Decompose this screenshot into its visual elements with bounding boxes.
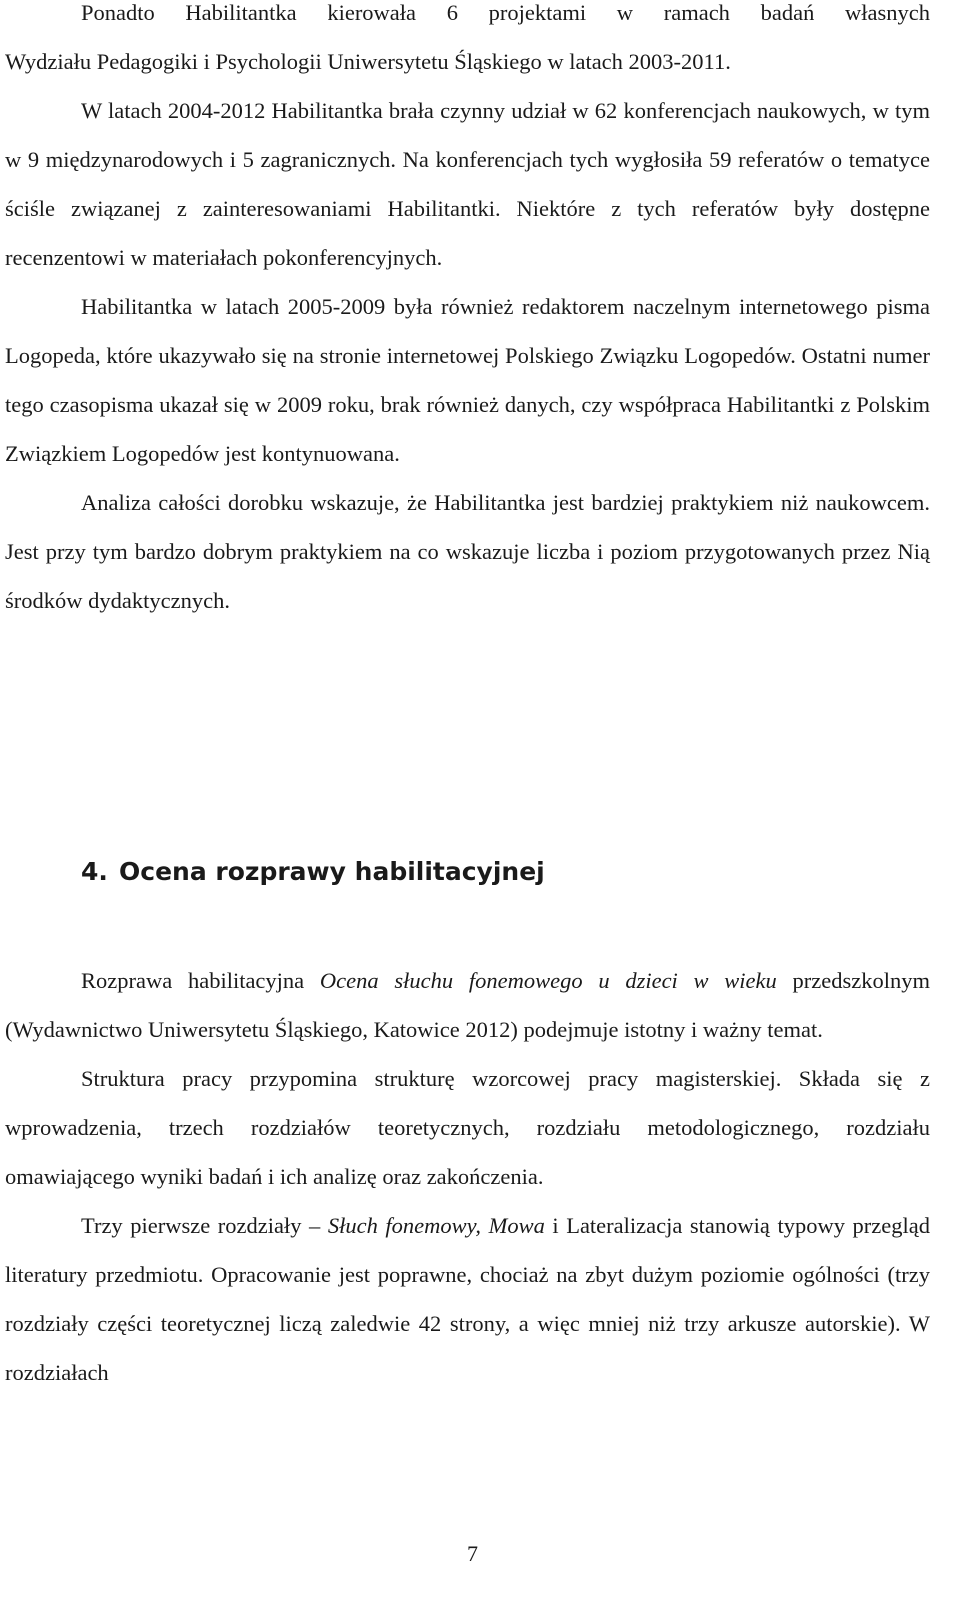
section-title: Ocena rozprawy habilitacyjnej bbox=[119, 857, 545, 886]
paragraph-chapters bbox=[5, 1201, 930, 1397]
paragraph-dissertation bbox=[5, 956, 930, 1054]
chapter-title-lateralizacja: Lateralizacja bbox=[566, 1213, 683, 1238]
section-heading bbox=[81, 846, 545, 898]
page-number: 7 bbox=[467, 1541, 478, 1566]
paragraph-logopeda: Habilitantka w latach 2005-2009 była również redaktorem naczelnym internetowego pisma Logopeda, które ukazywało się na stronie internetowej Polskiego Związku Logopedów. Ostatni numer tego czasopisma ukazał się w 2009 roku, brak również danych, czy współpraca Habilitantki z Polskim Związkiem Logopedów jest kontynuowana. bbox=[5, 294, 930, 466]
chapters-rest: stanowią typowy przegląd literatury przedmiotu. Opracowanie jest poprawne, chociaż na zbyt dużym poziomie ogólności (trzy rozdziały części teoretycznej liczą zaledwie 42 strony, a więc mniej niż trzy arkusze autorskie). W rozdziałach bbox=[5, 1213, 930, 1385]
dissertation-intro: Rozprawa habilitacyjna bbox=[81, 968, 320, 993]
dissertation-title: Ocena słuchu fonemowego u dzieci w wieku bbox=[319, 968, 777, 993]
paragraph-conferences: W latach 2004-2012 Habilitantka brała czynny udział w 62 konferencjach naukowych, w tym w 9 międzynarodowych i 5 zagranicznych. Na konferencjach tych wygłosiła 59 referatów o tematyce ściśle związanej z zainteresowaniami Habilitantki. Niektóre z tych referatów były dostępne recenzentowi w materiałach pokonferencyjnych. bbox=[5, 98, 930, 270]
dissertation-rest: przedszkolnym (Wydawnictwo Uniwersytetu Śląskiego, Katowice 2012) podejmuje istotny i ważny temat. bbox=[5, 968, 931, 1042]
paragraph-structure: Struktura pracy przypomina strukturę wzorcowej pracy magisterskiej. Składa się z wprowadzenia, trzech rozdziałów teoretycznych, rozdziału metodologicznego, rozdziału omawiającego wyniki badań i ich analizę oraz zakończenia. bbox=[5, 1066, 930, 1189]
text-block-bottom bbox=[5, 956, 930, 1397]
section-number: 4. bbox=[81, 857, 108, 886]
paragraph-projects-line1: Ponadto Habilitantka kierowała 6 projektami w ramach badań własnych bbox=[81, 0, 930, 25]
chapters-conjunction: i bbox=[544, 1213, 567, 1238]
chapters-space bbox=[481, 1213, 489, 1238]
chapter-title-sluch: Słuch fonemowy, bbox=[327, 1213, 482, 1238]
paragraph-analysis: Analiza całości dorobku wskazuje, że Habilitantka jest bardziej praktykiem niż naukowcem. Jest przy tym bardzo dobrym praktykiem na co wskazuje liczba i poziom przygotowanych przez Nią środków dydaktycznych. bbox=[5, 490, 930, 613]
chapter-title-mowa: Mowa bbox=[488, 1213, 545, 1238]
chapters-intro: Trzy pierwsze rozdziały – bbox=[81, 1213, 328, 1238]
paragraph-projects-rest: Wydziału Pedagogiki i Psychologii Uniwersytetu Śląskiego w latach 2003-2011. bbox=[5, 49, 731, 74]
text-block-top bbox=[5, 0, 930, 625]
